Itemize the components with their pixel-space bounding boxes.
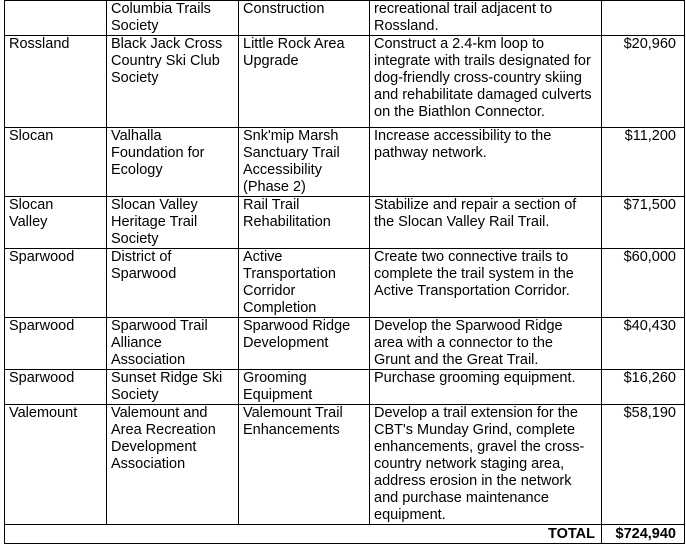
- description-cell: [370, 370, 602, 405]
- community-text-line: Slocan: [9, 128, 54, 144]
- project-text-line: Snk'mip Marsh: [243, 128, 339, 144]
- table-row: [5, 249, 685, 318]
- table-row: [5, 128, 685, 197]
- amount-cell: $40,430: [602, 318, 685, 370]
- description-text-line: complete the trail system in the: [374, 266, 574, 282]
- description-text-line: Develop a trail extension for the: [374, 405, 578, 421]
- proponent-text-line: Area Recreation: [111, 422, 216, 438]
- description-text-line: Create two connective trails to: [374, 249, 569, 265]
- project-cell: [239, 1, 370, 36]
- description-text-line: and purchase maintenance: [374, 490, 549, 506]
- amount-cell: [602, 1, 685, 36]
- proponent-text-line: Country Ski Club: [111, 53, 220, 69]
- community-cell: [5, 249, 107, 318]
- project-text-line: (Phase 2): [243, 179, 306, 195]
- project-text-line: Enhancements: [243, 422, 340, 438]
- proponent-text-line: Slocan Valley: [111, 197, 198, 213]
- proponent-cell: [107, 405, 239, 525]
- description-cell: [370, 197, 602, 249]
- table-row: [5, 370, 685, 405]
- project-text-line: Equipment: [243, 387, 313, 403]
- description-text-line: address erosion in the network: [374, 473, 572, 489]
- project-text-line: Grooming: [243, 370, 307, 386]
- total-row: [5, 525, 685, 544]
- project-text-line: Sanctuary Trail: [243, 145, 340, 161]
- community-text-line: Valemount: [9, 405, 78, 421]
- description-text-line: the Slocan Valley Rail Trail.: [374, 214, 550, 230]
- proponent-text-line: Society: [111, 231, 159, 247]
- proponent-cell: [107, 197, 239, 249]
- proponent-text-line: Association: [111, 352, 186, 368]
- description-cell: [370, 318, 602, 370]
- community-cell: [5, 405, 107, 525]
- proponent-text-line: Valemount and: [111, 405, 208, 421]
- project-text-line: Upgrade: [243, 53, 299, 69]
- project-text-line: Corridor: [243, 283, 296, 299]
- amount-cell: $11,200: [602, 128, 685, 197]
- proponent-cell: [107, 36, 239, 128]
- funding-table: [4, 0, 685, 544]
- description-cell: [370, 405, 602, 525]
- project-cell: [239, 249, 370, 318]
- project-text-line: Construction: [243, 1, 325, 17]
- description-text-line: Develop the Sparwood Ridge: [374, 318, 563, 334]
- description-text-line: Grunt and the Great Trail.: [374, 352, 539, 368]
- community-cell: [5, 370, 107, 405]
- table-row: [5, 197, 685, 249]
- amount-cell: $58,190: [602, 405, 685, 525]
- description-text-line: Stabilize and repair a section of: [374, 197, 577, 213]
- table-row: [5, 1, 685, 36]
- project-cell: [239, 318, 370, 370]
- description-text-line: Rossland.: [374, 18, 439, 34]
- description-text-line: enhancements, gravel the cross-: [374, 439, 585, 455]
- amount-cell: $71,500: [602, 197, 685, 249]
- community-text-line: Sparwood: [9, 318, 75, 334]
- proponent-text-line: Association: [111, 456, 186, 472]
- proponent-text-line: Sunset Ridge Ski: [111, 370, 223, 386]
- amount-cell: $60,000: [602, 249, 685, 318]
- proponent-cell: [107, 249, 239, 318]
- total-amount: $724,940: [602, 525, 685, 544]
- description-text-line: CBT's Munday Grind, complete: [374, 422, 576, 438]
- project-text-line: Transportation: [243, 266, 336, 282]
- proponent-text-line: Society: [111, 387, 159, 403]
- description-text-line: area with a connector to the: [374, 335, 553, 351]
- project-text-line: Little Rock Area: [243, 36, 345, 52]
- total-label: TOTAL: [5, 525, 602, 544]
- description-text-line: on the Biathlon Connector.: [374, 104, 545, 120]
- description-text-line: integrate with trails designated for: [374, 53, 591, 69]
- proponent-text-line: Columbia Trails: [111, 1, 211, 17]
- proponent-cell: [107, 1, 239, 36]
- project-text-line: Rehabilitation: [243, 214, 331, 230]
- project-text-line: Active: [243, 249, 283, 265]
- amount-cell: $20,960: [602, 36, 685, 128]
- proponent-cell: [107, 318, 239, 370]
- community-cell: [5, 1, 107, 36]
- description-cell: [370, 249, 602, 318]
- description-cell: [370, 1, 602, 36]
- proponent-text-line: Sparwood: [111, 266, 177, 282]
- proponent-cell: [107, 128, 239, 197]
- community-cell: [5, 36, 107, 128]
- proponent-cell: [107, 370, 239, 405]
- project-cell: [239, 36, 370, 128]
- project-cell: [239, 405, 370, 525]
- community-cell: [5, 197, 107, 249]
- funding-table-body: [5, 1, 685, 544]
- description-text-line: Purchase grooming equipment.: [374, 370, 576, 386]
- project-text-line: Completion: [243, 300, 317, 316]
- project-text-line: Valemount Trail: [243, 405, 343, 421]
- description-text-line: recreational trail adjacent to: [374, 1, 553, 17]
- description-text-line: dog-friendly cross-country skiing: [374, 70, 582, 86]
- project-cell: [239, 370, 370, 405]
- table-row: [5, 405, 685, 525]
- description-cell: [370, 36, 602, 128]
- community-text-line: Rossland: [9, 36, 70, 52]
- project-text-line: Accessibility: [243, 162, 322, 178]
- proponent-text-line: Development: [111, 439, 197, 455]
- proponent-text-line: Heritage Trail: [111, 214, 198, 230]
- proponent-text-line: Society: [111, 70, 159, 86]
- proponent-text-line: Alliance: [111, 335, 162, 351]
- proponent-text-line: Black Jack Cross: [111, 36, 223, 52]
- community-text-line: Valley: [9, 214, 48, 230]
- community-cell: [5, 128, 107, 197]
- project-cell: [239, 197, 370, 249]
- proponent-text-line: District of: [111, 249, 172, 265]
- proponent-text-line: Ecology: [111, 162, 163, 178]
- description-text-line: country network staging area,: [374, 456, 565, 472]
- project-text-line: Development: [243, 335, 329, 351]
- description-text-line: Active Transportation Corridor.: [374, 283, 570, 299]
- proponent-text-line: Society: [111, 18, 159, 34]
- description-text-line: equipment.: [374, 507, 446, 523]
- project-text-line: Rail Trail: [243, 197, 300, 213]
- community-text-line: Sparwood: [9, 370, 75, 386]
- description-text-line: pathway network.: [374, 145, 487, 161]
- amount-cell: $16,260: [602, 370, 685, 405]
- project-cell: [239, 128, 370, 197]
- proponent-text-line: Sparwood Trail: [111, 318, 208, 334]
- community-text-line: Sparwood: [9, 249, 75, 265]
- proponent-text-line: Foundation for: [111, 145, 205, 161]
- project-text-line: Sparwood Ridge: [243, 318, 351, 334]
- description-text-line: Construct a 2.4-km loop to: [374, 36, 545, 52]
- description-cell: [370, 128, 602, 197]
- table-row: [5, 318, 685, 370]
- community-text-line: Slocan: [9, 197, 54, 213]
- proponent-text-line: Valhalla: [111, 128, 162, 144]
- description-text-line: Increase accessibility to the: [374, 128, 552, 144]
- description-text-line: and rehabilitate damaged culverts: [374, 87, 592, 103]
- community-cell: [5, 318, 107, 370]
- table-row: [5, 36, 685, 128]
